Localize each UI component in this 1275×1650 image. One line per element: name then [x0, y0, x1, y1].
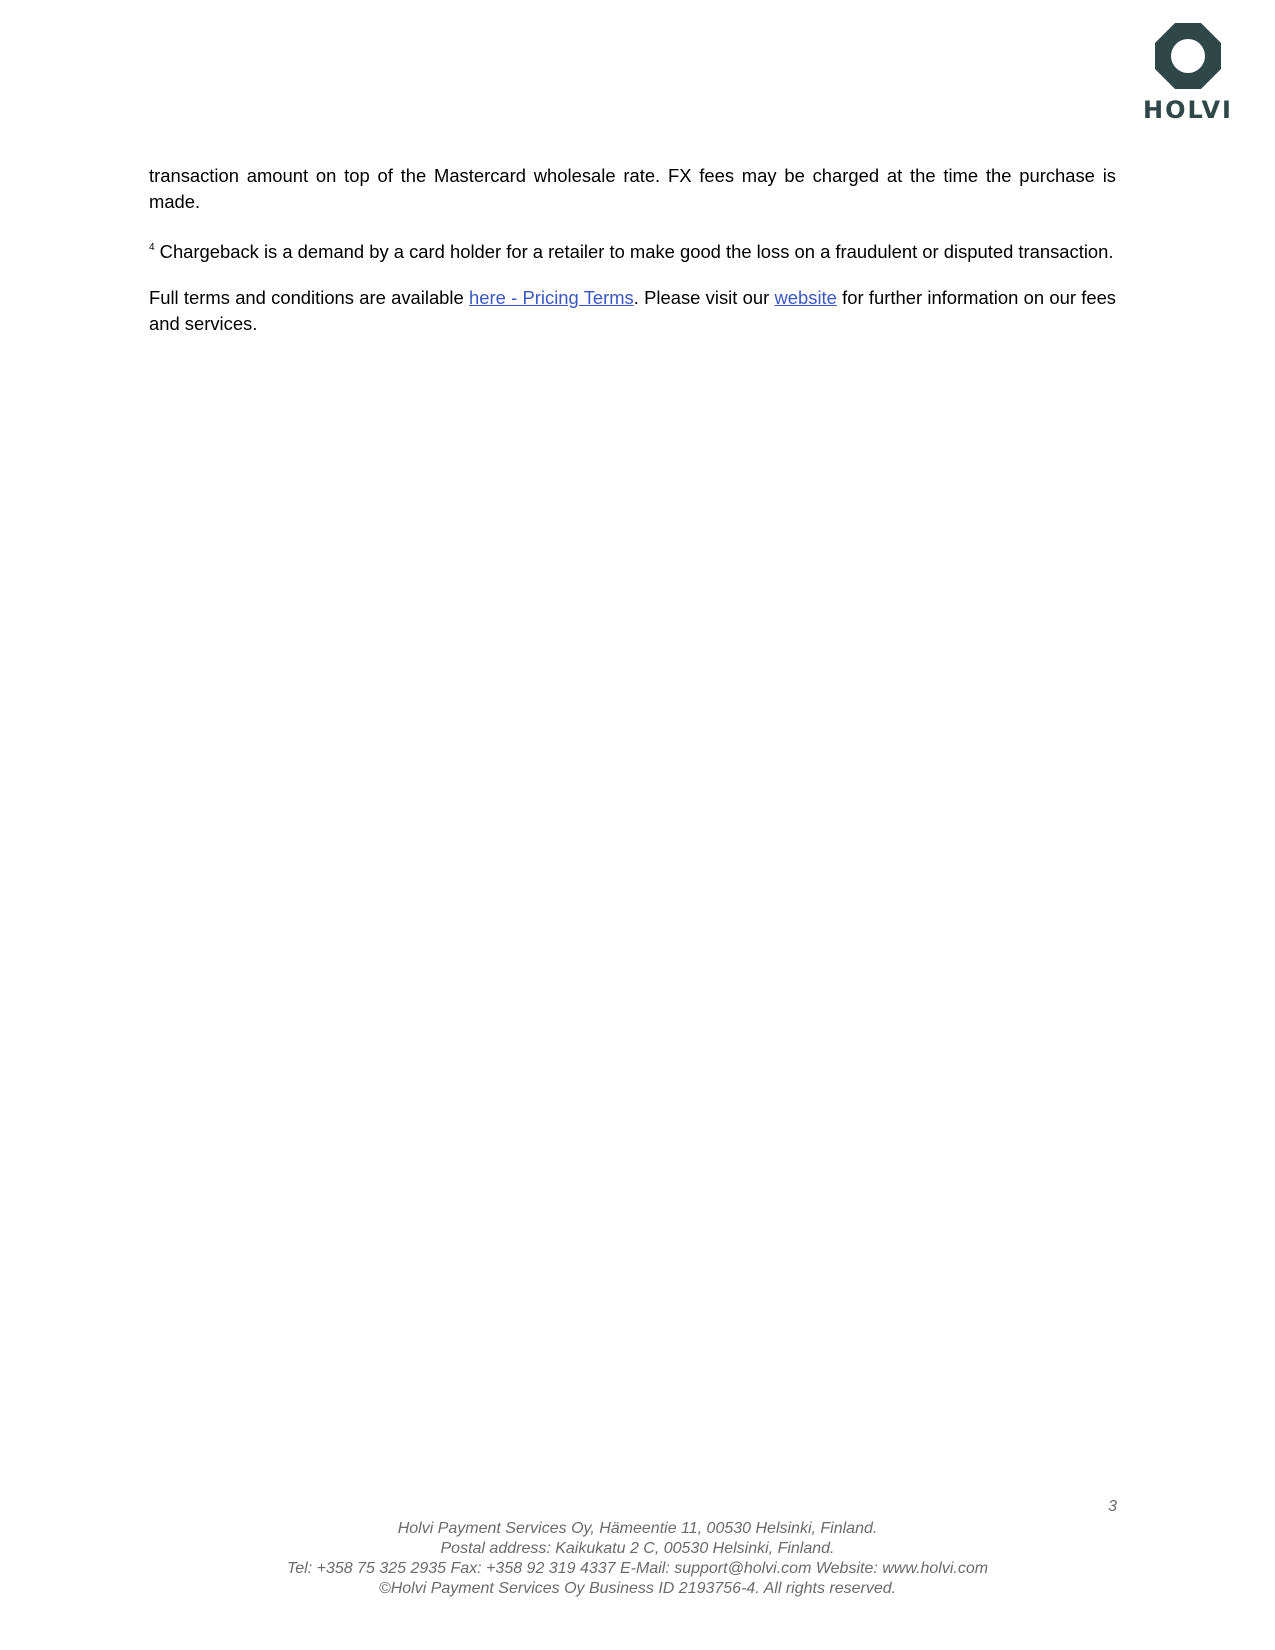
- paragraph-fx-fees: transaction amount on top of the Mastercard wholesale rate. FX fees may be charged at the time the purchase is made.: [149, 165, 1116, 212]
- terms-text-middle: . Please visit our: [633, 287, 775, 308]
- page-footer: [0, 1519, 1275, 1599]
- footer-address: Holvi Payment Services Oy, Hämeentie 11, 00530 Helsinki, Finland.: [397, 1520, 878, 1537]
- footer-postal-address: Postal address: Kaikukatu 2 C, 00530 Helsinki, Finland.: [440, 1540, 835, 1557]
- holvi-logo: [1140, 22, 1236, 124]
- website-link[interactable]: website: [774, 287, 837, 308]
- footer-copyright: ©Holvi Payment Services Oy Business ID 2193756-4. All rights reserved.: [378, 1580, 897, 1597]
- footer-contact: Tel: +358 75 325 2935 Fax: +358 92 319 4337 E-Mail: support@holvi.com Website: www.holvi.com: [286, 1560, 989, 1577]
- pricing-terms-link[interactable]: here - Pricing Terms: [469, 287, 634, 308]
- terms-text-after: for further information on our fees and services.: [149, 287, 1116, 334]
- footnote-marker: 4: [149, 242, 155, 253]
- footnote-chargeback: [149, 235, 1116, 265]
- holvi-octagon-icon: [1154, 22, 1222, 90]
- footnote-text: Chargeback is a demand by a card holder for a retailer to make good the loss on a fraudulent or disputed transaction.: [154, 241, 1114, 262]
- terms-text-before: Full terms and conditions are available: [149, 287, 470, 308]
- page-number: 3: [1108, 1498, 1117, 1515]
- document-body: [149, 163, 1116, 357]
- logo-wordmark: HOLVI: [1143, 96, 1233, 124]
- paragraph-terms: [149, 285, 1116, 337]
